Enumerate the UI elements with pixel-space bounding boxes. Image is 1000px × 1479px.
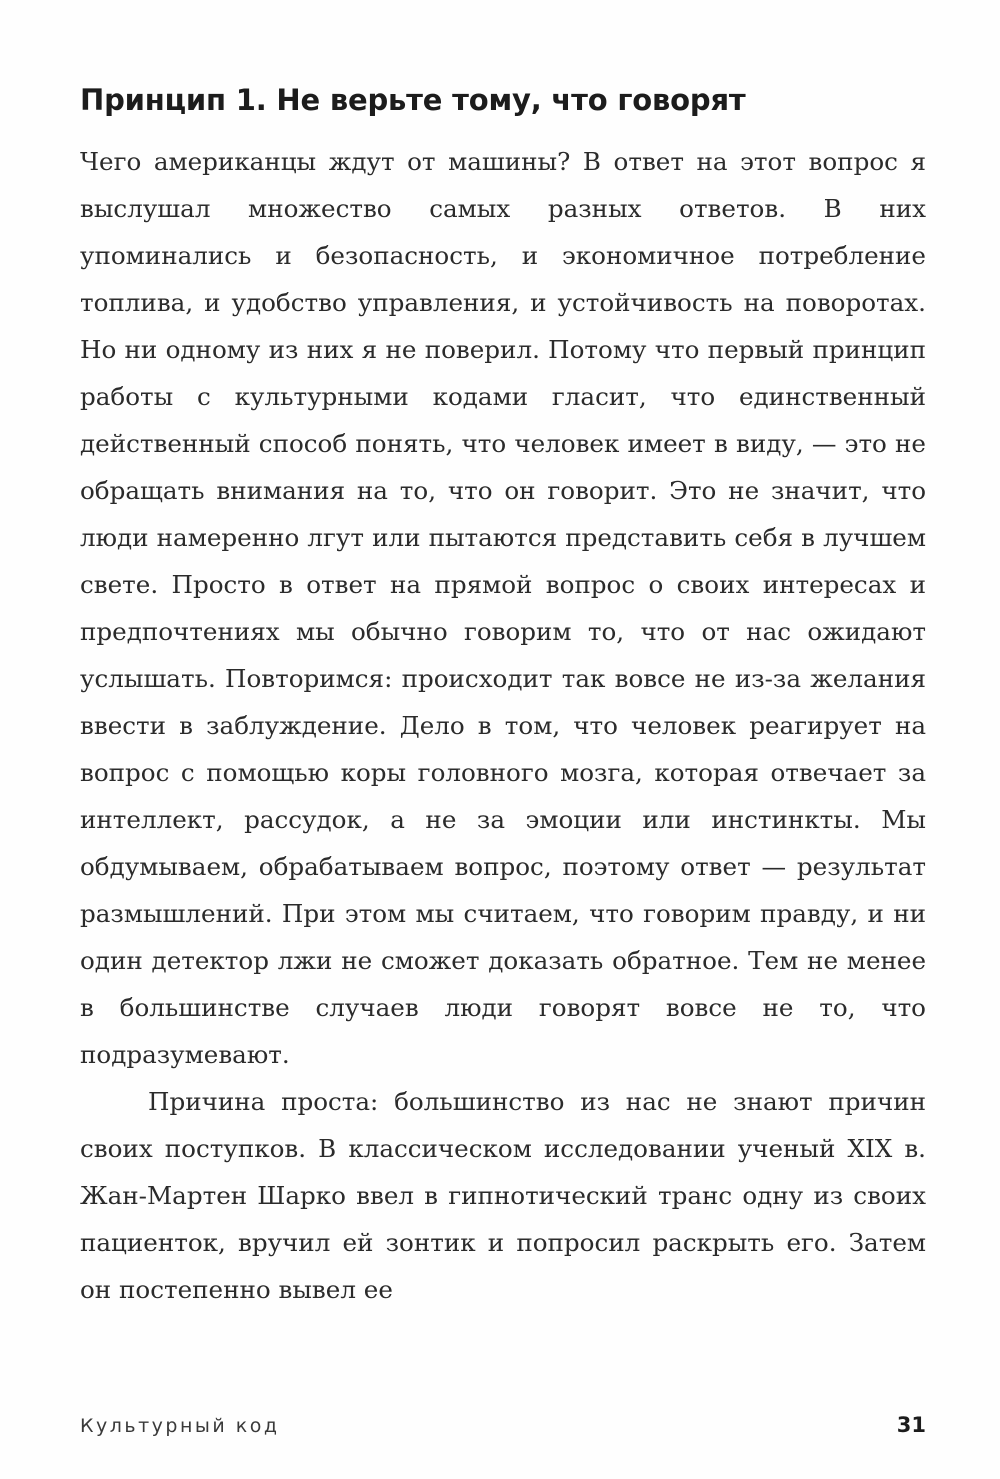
- body-text: [80, 138, 926, 1313]
- running-title: Культурный код: [80, 1415, 280, 1437]
- section-heading: Принцип 1. Не верьте тому, что говорят: [80, 83, 746, 117]
- page-number: 31: [896, 1413, 926, 1437]
- paragraph-1: Чего американцы ждут от машины? В ответ на этот вопрос я выслушал множество самых разных ответов. В них упоминались и безопасность, и экономичное потребление топлива, и удобство управления, и устойчивость на поворотах. Но ни одному из них я не поверил. Потому что первый принцип работы с культурными кодами гласит, что единственный действенный способ понять, что человек имеет в виду, — это не обращать внимания на то, что он говорит. Это не значит, что люди намеренно лгут или пытаются представить себя в лучшем свете. Просто в ответ на прямой вопрос о своих интересах и предпочтениях мы обычно говорим то, что от нас ожидают услышать. Повторимся: происходит так вовсе не из-за желания ввести в заблуждение. Дело в том, что человек реагирует на вопрос с помощью коры головного мозга, которая отвечает за интеллект, рассудок, а не за эмоции или инстинкты. Мы обдумываем, обрабатываем вопрос, поэтому ответ — результат размышлений. При этом мы считаем, что говорим правду, и ни один детектор лжи не сможет доказать обратное. Тем не менее в большинстве случаев люди говорят вовсе не то, что подразумевают.: [80, 147, 926, 1069]
- page-footer: [80, 1415, 926, 1451]
- paragraph-2: Причина проста: большинство из нас не знают причин своих поступков. В классическом исследовании ученый XIX в. Жан-Мартен Шарко ввел в гипнотический транс одну из своих пациенток, вручил ей зонтик и попросил раскрыть его. Затем он постепенно вывел ее: [80, 1087, 926, 1304]
